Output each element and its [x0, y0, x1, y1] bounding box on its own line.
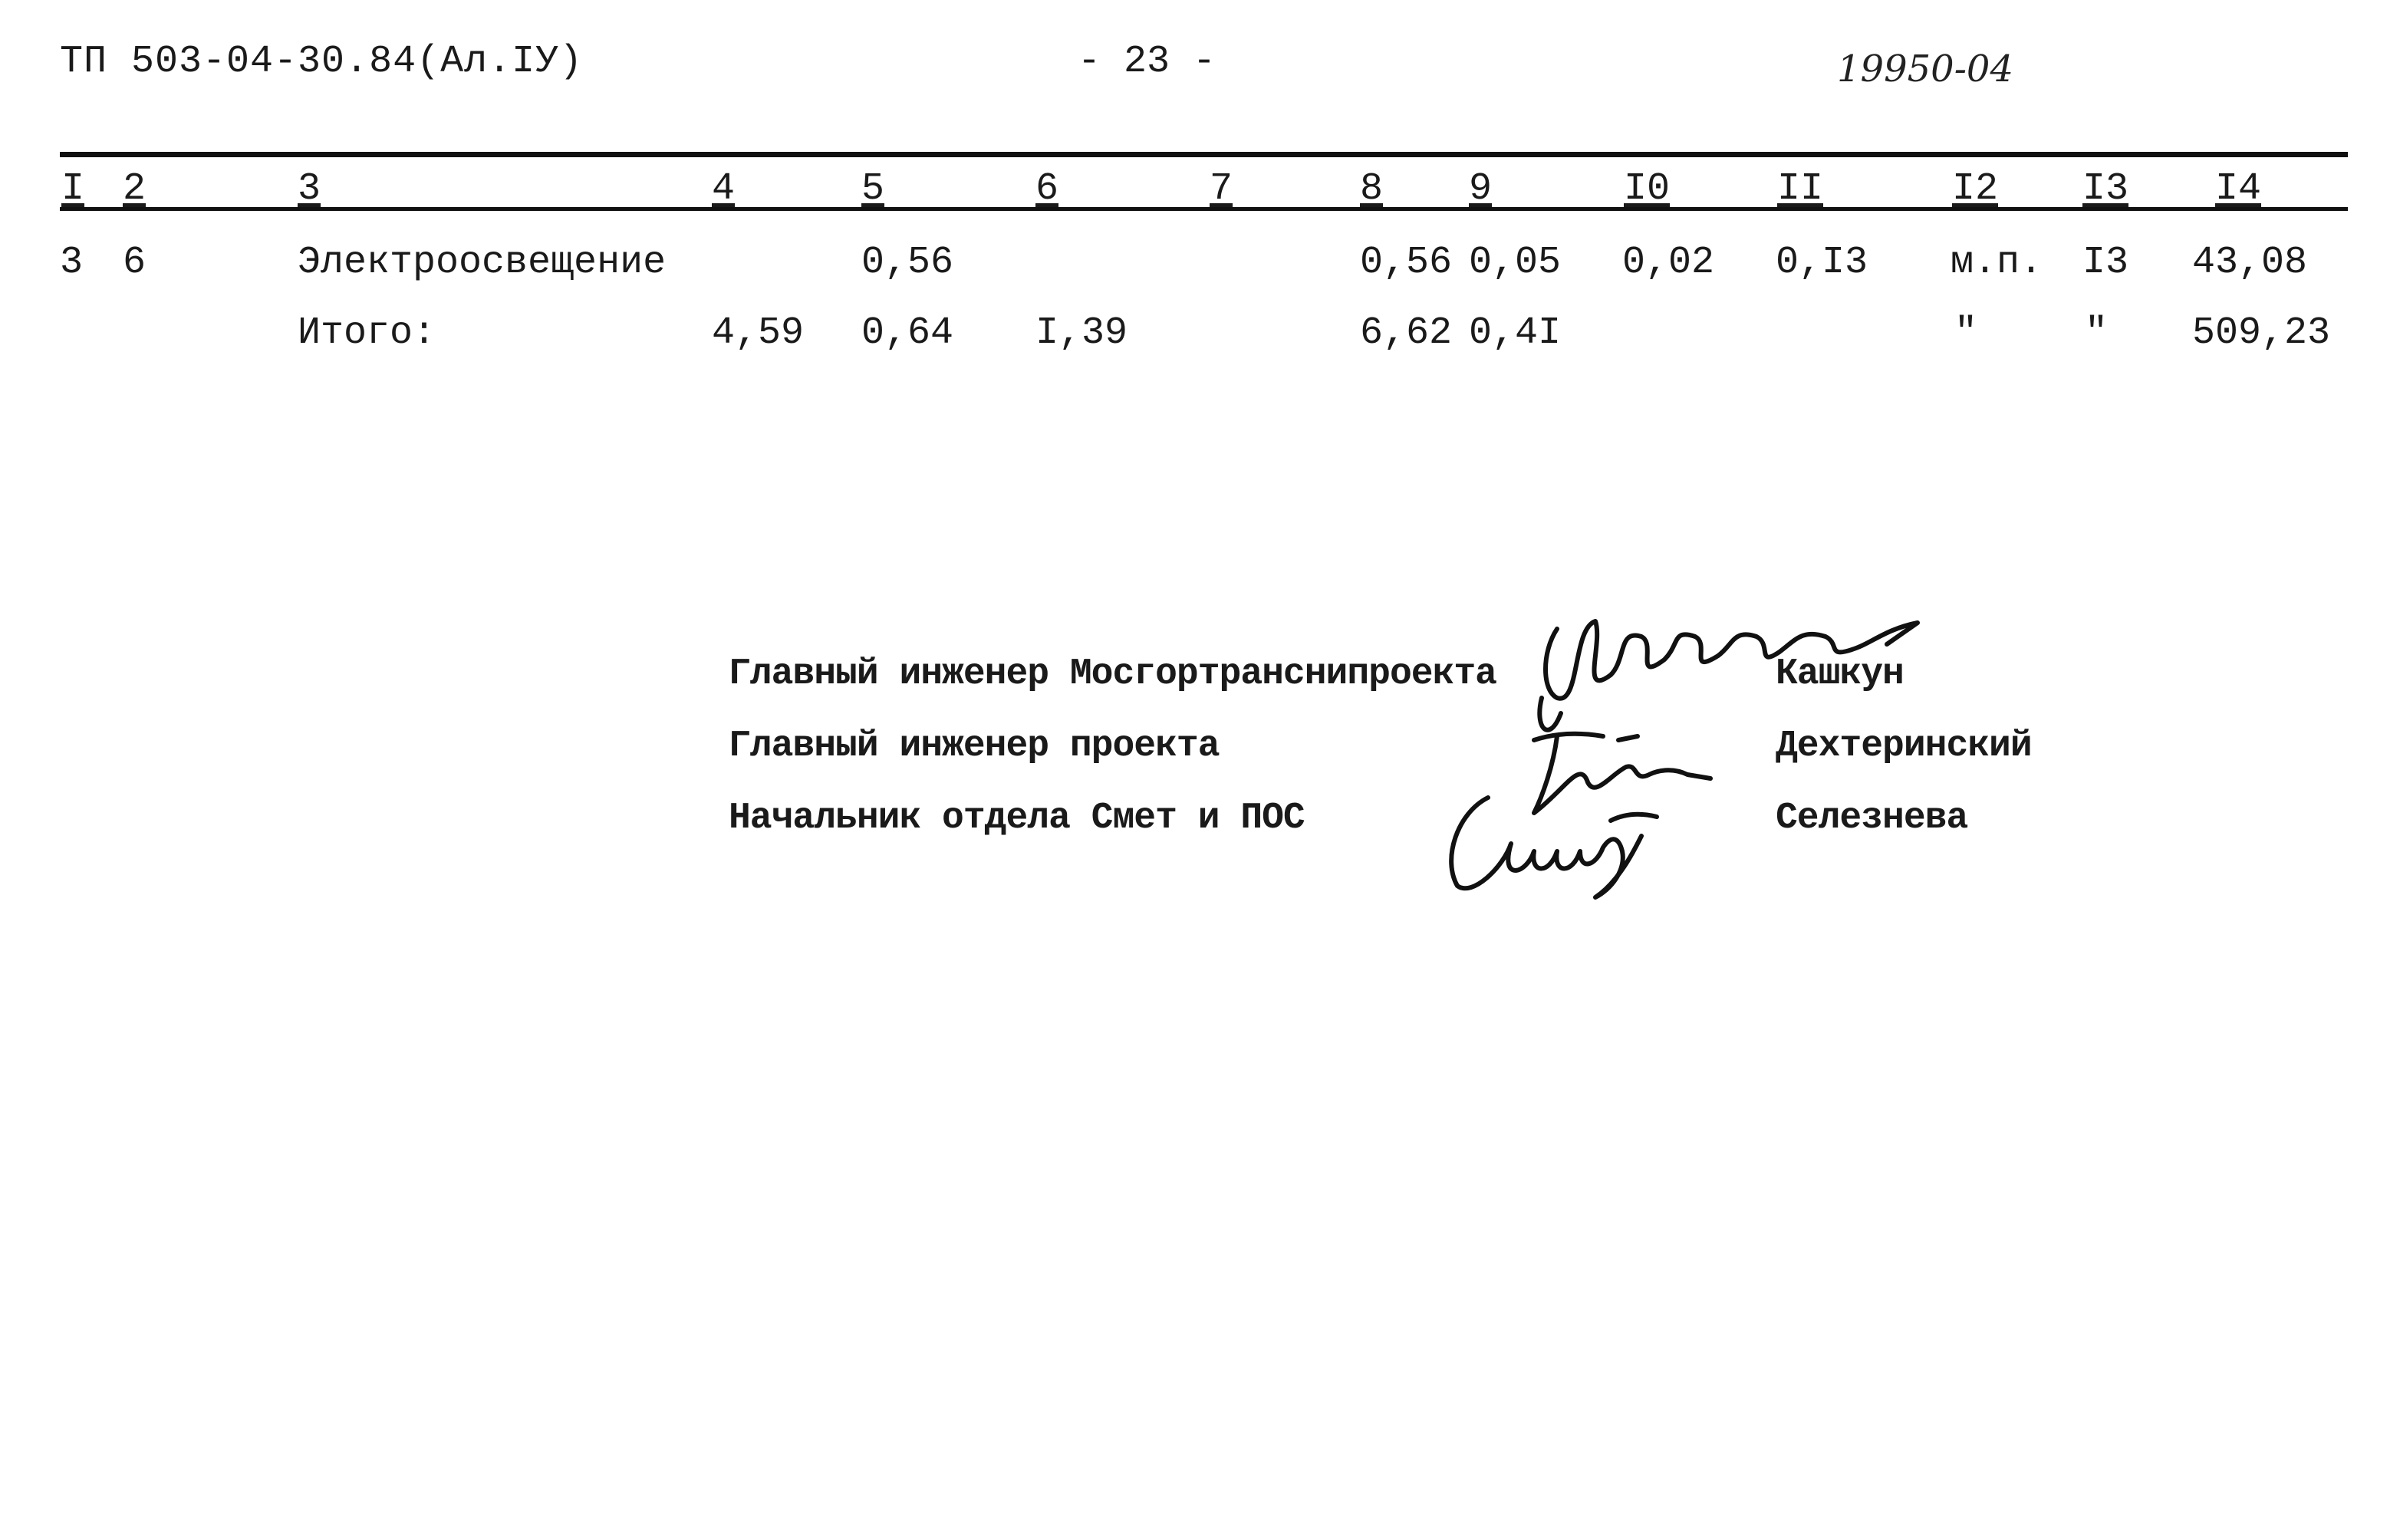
table-cell: 0,4I — [1469, 311, 1562, 355]
column-header: 8 — [1360, 167, 1384, 211]
table-cell: I3 — [2082, 241, 2129, 285]
signature-2-stroke — [1534, 736, 1710, 813]
table-cell: 0,56 — [1360, 241, 1453, 285]
table-cell: 509,23 — [2192, 311, 2331, 355]
column-header: 7 — [1210, 167, 1233, 211]
column-header: 9 — [1469, 167, 1493, 211]
table-cell: 4,59 — [712, 311, 805, 355]
table-cell: Итого: — [298, 311, 436, 355]
handwritten-signatures — [1427, 583, 1948, 905]
table-cell: I,39 — [1035, 311, 1128, 355]
column-header: I4 — [2215, 167, 2262, 211]
signature-1-stroke — [1546, 621, 1918, 699]
table-cell: Электроосвещение — [298, 241, 667, 285]
signature-3-stroke — [1611, 814, 1657, 821]
column-header: II — [1777, 167, 1824, 211]
table-cell: 3 — [60, 241, 84, 285]
column-header: 4 — [712, 167, 736, 211]
column-header: 2 — [123, 167, 147, 211]
column-header: I2 — [1952, 167, 1999, 211]
table-cell: 0,I3 — [1776, 241, 1868, 285]
column-header: 3 — [298, 167, 321, 211]
signatory-title: Главный инженер проекта — [729, 726, 1220, 767]
table-top-rule — [60, 152, 2348, 157]
table-cell: 0,64 — [861, 311, 954, 355]
archive-number: 19950-04 — [1837, 48, 2013, 90]
table-cell: 0,56 — [861, 241, 954, 285]
table-cell: " — [2085, 311, 2109, 355]
signatory-title: Главный инженер Мосгортранснипроекта — [729, 653, 1496, 695]
page-number: - 23 - — [1078, 40, 1216, 84]
signature-2-stroke — [1534, 734, 1603, 740]
table-cell: 6 — [123, 241, 147, 285]
signatory-name: Кашкун — [1776, 653, 1904, 695]
table-cell: 43,08 — [2192, 241, 2308, 285]
signatory-name: Селезнева — [1776, 798, 1968, 839]
column-header: 6 — [1035, 167, 1059, 211]
column-header: 5 — [861, 167, 885, 211]
signature-3-stroke — [1451, 798, 1641, 897]
table-cell: м.п. — [1951, 241, 2043, 285]
signature-1-stroke — [1539, 698, 1561, 730]
document-code: ТП 503-04-30.84(Ал.IУ) — [60, 40, 584, 84]
signatory-title: Начальник отдела Смет и ПОС — [729, 798, 1305, 839]
signature-2-stroke — [1618, 736, 1638, 740]
column-header: I0 — [1624, 167, 1671, 211]
table-header-rule — [60, 207, 2348, 211]
column-header: I — [61, 167, 85, 211]
signatory-name: Дехтеринский — [1776, 726, 2032, 767]
table-cell: 0,02 — [1622, 241, 1715, 285]
table-cell: " — [1954, 311, 1978, 355]
table-cell: 0,05 — [1469, 241, 1562, 285]
table-cell: 6,62 — [1360, 311, 1453, 355]
column-header: I3 — [2082, 167, 2129, 211]
